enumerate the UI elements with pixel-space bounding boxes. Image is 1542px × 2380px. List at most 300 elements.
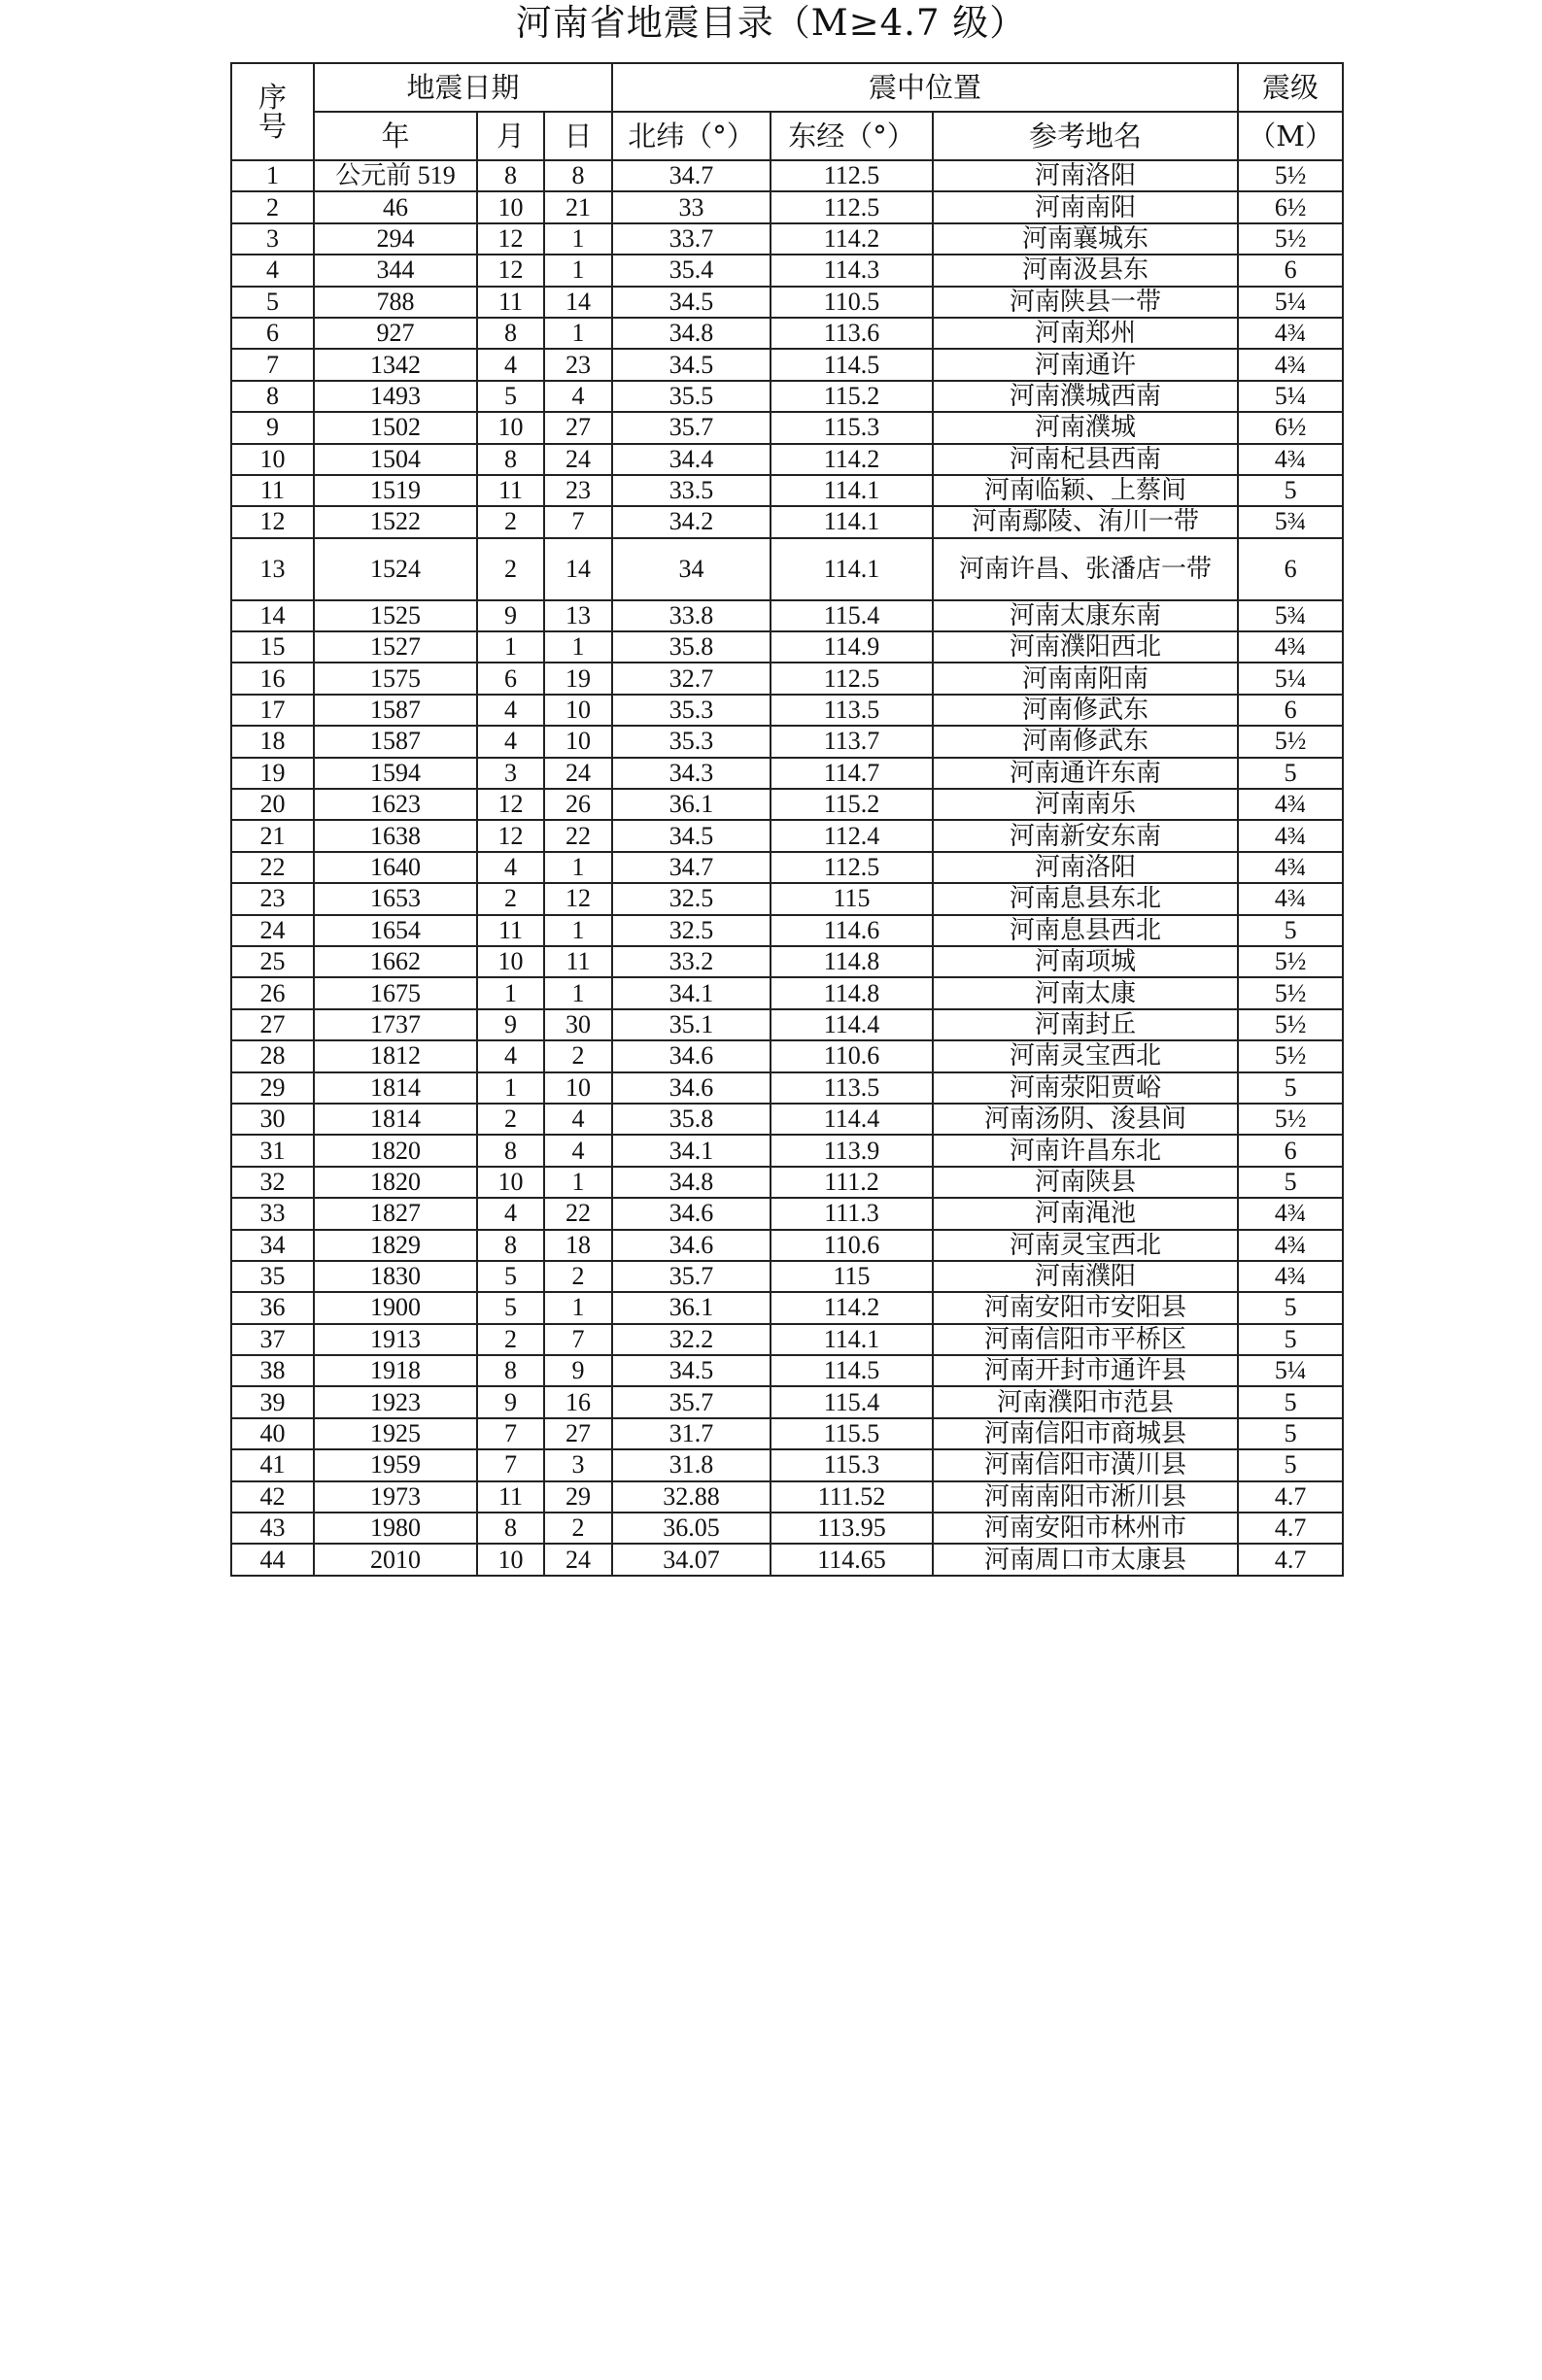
cell-magnitude: 5	[1238, 915, 1343, 946]
cell-day: 7	[544, 1324, 612, 1355]
table-row	[231, 1481, 1343, 1513]
cell-magnitude: 5	[1238, 758, 1343, 789]
cell-year: 294	[314, 223, 477, 255]
table-row	[231, 160, 1343, 191]
cell-month: 7	[477, 1449, 544, 1480]
cell-seq: 8	[231, 381, 314, 412]
cell-seq: 27	[231, 1009, 314, 1040]
cell-lat: 34.5	[612, 349, 771, 380]
cell-magnitude: 4¾	[1238, 789, 1343, 820]
cell-month: 12	[477, 789, 544, 820]
cell-place: 河南襄城东	[933, 223, 1238, 255]
cell-lat: 34.1	[612, 1135, 771, 1166]
cell-year: 1829	[314, 1230, 477, 1261]
cell-place: 河南开封市通许县	[933, 1355, 1238, 1386]
cell-lon: 114.1	[771, 538, 933, 600]
cell-lon: 110.5	[771, 287, 933, 318]
cell-lat: 35.7	[612, 1261, 771, 1292]
cell-day: 1	[544, 631, 612, 663]
table-row	[231, 349, 1343, 380]
table-row	[231, 381, 1343, 412]
cell-place: 河南信阳市潢川县	[933, 1449, 1238, 1480]
cell-lon: 115.4	[771, 600, 933, 631]
cell-place: 河南太康	[933, 977, 1238, 1008]
cell-month: 1	[477, 977, 544, 1008]
cell-lon: 114.65	[771, 1544, 933, 1575]
cell-lat: 31.8	[612, 1449, 771, 1480]
cell-place: 河南许昌、张潘店一带	[933, 538, 1238, 600]
cell-place: 河南安阳市安阳县	[933, 1292, 1238, 1323]
cell-day: 23	[544, 475, 612, 506]
cell-place: 河南洛阳	[933, 852, 1238, 883]
table-row	[231, 1230, 1343, 1261]
cell-place: 河南南阳市淅川县	[933, 1481, 1238, 1513]
cell-lat: 34.5	[612, 820, 771, 851]
cell-magnitude: 4¾	[1238, 631, 1343, 663]
cell-lon: 115	[771, 883, 933, 914]
cell-lon: 111.2	[771, 1167, 933, 1198]
cell-magnitude: 5	[1238, 1292, 1343, 1323]
cell-month: 4	[477, 726, 544, 757]
cell-day: 1	[544, 852, 612, 883]
cell-lon: 111.52	[771, 1481, 933, 1513]
cell-month: 8	[477, 1230, 544, 1261]
table-row	[231, 191, 1343, 222]
cell-magnitude: 4¾	[1238, 820, 1343, 851]
table-row	[231, 475, 1343, 506]
cell-lon: 114.1	[771, 506, 933, 537]
cell-month: 12	[477, 820, 544, 851]
cell-year: 1575	[314, 663, 477, 694]
cell-day: 1	[544, 1292, 612, 1323]
cell-year: 公元前 519	[314, 160, 477, 191]
cell-place: 河南荥阳贾峪	[933, 1072, 1238, 1104]
cell-magnitude: 5	[1238, 475, 1343, 506]
cell-day: 1	[544, 223, 612, 255]
cell-day: 3	[544, 1449, 612, 1480]
cell-seq: 24	[231, 915, 314, 946]
cell-seq: 33	[231, 1198, 314, 1229]
cell-place: 河南项城	[933, 946, 1238, 977]
table-row	[231, 223, 1343, 255]
cell-year: 46	[314, 191, 477, 222]
cell-day: 24	[544, 1544, 612, 1575]
cell-lon: 113.95	[771, 1513, 933, 1544]
cell-lat: 32.5	[612, 883, 771, 914]
cell-magnitude: 4¾	[1238, 1230, 1343, 1261]
cell-place: 河南信阳市平桥区	[933, 1324, 1238, 1355]
cell-lon: 112.5	[771, 663, 933, 694]
cell-place: 河南渑池	[933, 1198, 1238, 1229]
cell-day: 18	[544, 1230, 612, 1261]
cell-day: 11	[544, 946, 612, 977]
cell-lat: 34.6	[612, 1072, 771, 1104]
cell-lon: 114.6	[771, 915, 933, 946]
cell-lon: 115.3	[771, 412, 933, 443]
cell-lon: 113.7	[771, 726, 933, 757]
cell-magnitude: 5	[1238, 1167, 1343, 1198]
header-date-group: 地震日期	[314, 63, 612, 112]
cell-lat: 33.8	[612, 600, 771, 631]
cell-magnitude: 4¾	[1238, 883, 1343, 914]
cell-seq: 12	[231, 506, 314, 537]
cell-year: 1913	[314, 1324, 477, 1355]
table-row	[231, 695, 1343, 726]
cell-magnitude: 5½	[1238, 223, 1343, 255]
page-title: 河南省地震目录（M≥4.7 级）	[515, 2, 1027, 44]
cell-lon: 114.5	[771, 349, 933, 380]
cell-seq: 13	[231, 538, 314, 600]
cell-magnitude: 4.7	[1238, 1544, 1343, 1575]
cell-lat: 34.07	[612, 1544, 771, 1575]
cell-year: 1525	[314, 600, 477, 631]
cell-lat: 35.4	[612, 255, 771, 286]
cell-year: 1594	[314, 758, 477, 789]
cell-seq: 42	[231, 1481, 314, 1513]
cell-lon: 113.9	[771, 1135, 933, 1166]
cell-year: 1737	[314, 1009, 477, 1040]
cell-place: 河南安阳市林州市	[933, 1513, 1238, 1544]
cell-magnitude: 5¼	[1238, 663, 1343, 694]
cell-lon: 112.5	[771, 191, 933, 222]
table-row	[231, 318, 1343, 349]
cell-year: 1675	[314, 977, 477, 1008]
cell-month: 1	[477, 631, 544, 663]
cell-seq: 38	[231, 1355, 314, 1386]
cell-month: 12	[477, 255, 544, 286]
table-row	[231, 1198, 1343, 1229]
cell-lat: 32.5	[612, 915, 771, 946]
cell-month: 4	[477, 1198, 544, 1229]
cell-lat: 34.6	[612, 1198, 771, 1229]
cell-magnitude: 4¾	[1238, 1198, 1343, 1229]
table-row	[231, 1167, 1343, 1198]
cell-day: 14	[544, 287, 612, 318]
cell-place: 河南临颖、上蔡间	[933, 475, 1238, 506]
cell-lat: 34.6	[612, 1040, 771, 1071]
cell-place: 河南陕县一带	[933, 287, 1238, 318]
cell-month: 8	[477, 1135, 544, 1166]
cell-seq: 2	[231, 191, 314, 222]
cell-day: 2	[544, 1261, 612, 1292]
cell-lat: 35.5	[612, 381, 771, 412]
table-row	[231, 1292, 1343, 1323]
cell-magnitude: 6½	[1238, 191, 1343, 222]
cell-seq: 41	[231, 1449, 314, 1480]
cell-lat: 35.3	[612, 726, 771, 757]
cell-lon: 112.5	[771, 852, 933, 883]
cell-place: 河南郑州	[933, 318, 1238, 349]
cell-month: 9	[477, 1009, 544, 1040]
cell-magnitude: 6	[1238, 695, 1343, 726]
cell-month: 2	[477, 1104, 544, 1135]
header-month: 月	[477, 112, 544, 160]
cell-year: 788	[314, 287, 477, 318]
cell-place: 河南濮阳市范县	[933, 1386, 1238, 1417]
cell-seq: 29	[231, 1072, 314, 1104]
cell-day: 1	[544, 915, 612, 946]
cell-month: 2	[477, 538, 544, 600]
cell-year: 1820	[314, 1167, 477, 1198]
cell-place: 河南信阳市商城县	[933, 1418, 1238, 1449]
cell-year: 1638	[314, 820, 477, 851]
cell-place: 河南汤阴、浚县间	[933, 1104, 1238, 1135]
cell-month: 5	[477, 381, 544, 412]
cell-lat: 34.1	[612, 977, 771, 1008]
cell-year: 1814	[314, 1072, 477, 1104]
cell-lon: 114.3	[771, 255, 933, 286]
cell-magnitude: 4¾	[1238, 1261, 1343, 1292]
cell-lon: 112.4	[771, 820, 933, 851]
cell-month: 8	[477, 1513, 544, 1544]
cell-year: 1587	[314, 695, 477, 726]
cell-magnitude: 5¾	[1238, 600, 1343, 631]
cell-lon: 115.5	[771, 1418, 933, 1449]
cell-lat: 34.6	[612, 1230, 771, 1261]
cell-day: 22	[544, 1198, 612, 1229]
cell-magnitude: 5½	[1238, 946, 1343, 977]
cell-year: 1923	[314, 1386, 477, 1417]
cell-lon: 114.1	[771, 1324, 933, 1355]
cell-magnitude: 5¾	[1238, 506, 1343, 537]
cell-seq: 32	[231, 1167, 314, 1198]
cell-day: 14	[544, 538, 612, 600]
cell-year: 1820	[314, 1135, 477, 1166]
cell-lon: 114.5	[771, 1355, 933, 1386]
cell-year: 1812	[314, 1040, 477, 1071]
cell-lon: 114.4	[771, 1104, 933, 1135]
cell-lat: 34.8	[612, 1167, 771, 1198]
cell-month: 4	[477, 852, 544, 883]
cell-day: 30	[544, 1009, 612, 1040]
table-row	[231, 915, 1343, 946]
cell-month: 11	[477, 1481, 544, 1513]
cell-month: 5	[477, 1292, 544, 1323]
cell-day: 4	[544, 1135, 612, 1166]
cell-magnitude: 5½	[1238, 160, 1343, 191]
header-place: 参考地名	[933, 112, 1238, 160]
cell-day: 24	[544, 758, 612, 789]
header-lon: 东经（°）	[771, 112, 933, 160]
cell-seq: 37	[231, 1324, 314, 1355]
cell-year: 1522	[314, 506, 477, 537]
cell-month: 4	[477, 349, 544, 380]
cell-month: 8	[477, 1355, 544, 1386]
cell-day: 1	[544, 318, 612, 349]
table-row	[231, 1544, 1343, 1575]
cell-magnitude: 5¼	[1238, 381, 1343, 412]
table-row	[231, 663, 1343, 694]
cell-seq: 3	[231, 223, 314, 255]
cell-place: 河南通许东南	[933, 758, 1238, 789]
cell-place: 河南南阳南	[933, 663, 1238, 694]
cell-day: 19	[544, 663, 612, 694]
cell-place: 河南新安东南	[933, 820, 1238, 851]
cell-place: 河南灵宝西北	[933, 1040, 1238, 1071]
cell-magnitude: 5½	[1238, 726, 1343, 757]
cell-lon: 110.6	[771, 1230, 933, 1261]
cell-lat: 31.7	[612, 1418, 771, 1449]
table-row	[231, 1449, 1343, 1480]
cell-year: 927	[314, 318, 477, 349]
table-row	[231, 255, 1343, 286]
cell-magnitude: 4¾	[1238, 852, 1343, 883]
cell-lon: 115	[771, 1261, 933, 1292]
cell-year: 1519	[314, 475, 477, 506]
cell-lat: 34.3	[612, 758, 771, 789]
cell-lon: 114.7	[771, 758, 933, 789]
cell-lon: 114.4	[771, 1009, 933, 1040]
cell-place: 河南南阳	[933, 191, 1238, 222]
cell-lon: 112.5	[771, 160, 933, 191]
cell-year: 1662	[314, 946, 477, 977]
cell-month: 4	[477, 1040, 544, 1071]
cell-day: 1	[544, 255, 612, 286]
cell-lat: 36.1	[612, 789, 771, 820]
cell-month: 9	[477, 1386, 544, 1417]
cell-day: 26	[544, 789, 612, 820]
cell-magnitude: 4¾	[1238, 444, 1343, 475]
cell-seq: 34	[231, 1230, 314, 1261]
table-row	[231, 883, 1343, 914]
cell-magnitude: 5½	[1238, 1009, 1343, 1040]
cell-day: 4	[544, 1104, 612, 1135]
table-row	[231, 600, 1343, 631]
cell-place: 河南息县西北	[933, 915, 1238, 946]
cell-place: 河南息县东北	[933, 883, 1238, 914]
cell-day: 1	[544, 977, 612, 1008]
cell-lat: 34.5	[612, 1355, 771, 1386]
cell-month: 9	[477, 600, 544, 631]
cell-place: 河南修武东	[933, 726, 1238, 757]
cell-lat: 35.8	[612, 1104, 771, 1135]
cell-seq: 39	[231, 1386, 314, 1417]
cell-year: 344	[314, 255, 477, 286]
cell-magnitude: 6	[1238, 1135, 1343, 1166]
cell-year: 1653	[314, 883, 477, 914]
cell-lat: 35.7	[612, 1386, 771, 1417]
cell-magnitude: 5½	[1238, 1040, 1343, 1071]
table-row	[231, 506, 1343, 537]
cell-day: 8	[544, 160, 612, 191]
cell-month: 11	[477, 475, 544, 506]
cell-magnitude: 5	[1238, 1449, 1343, 1480]
cell-seq: 30	[231, 1104, 314, 1135]
cell-lat: 35.7	[612, 412, 771, 443]
cell-lat: 33.2	[612, 946, 771, 977]
cell-year: 1623	[314, 789, 477, 820]
cell-month: 2	[477, 883, 544, 914]
cell-year: 1587	[314, 726, 477, 757]
cell-magnitude: 4.7	[1238, 1513, 1343, 1544]
cell-month: 12	[477, 223, 544, 255]
cell-month: 2	[477, 506, 544, 537]
cell-day: 10	[544, 1072, 612, 1104]
cell-year: 1830	[314, 1261, 477, 1292]
cell-day: 23	[544, 349, 612, 380]
cell-day: 2	[544, 1040, 612, 1071]
cell-seq: 20	[231, 789, 314, 820]
table-row	[231, 1386, 1343, 1417]
cell-year: 2010	[314, 1544, 477, 1575]
table-row	[231, 631, 1343, 663]
cell-month: 6	[477, 663, 544, 694]
cell-month: 10	[477, 946, 544, 977]
cell-lat: 36.05	[612, 1513, 771, 1544]
cell-seq: 17	[231, 695, 314, 726]
cell-place: 河南濮阳	[933, 1261, 1238, 1292]
header-lat: 北纬（°）	[612, 112, 771, 160]
table-row	[231, 1418, 1343, 1449]
cell-place: 河南汲县东	[933, 255, 1238, 286]
header-magnitude: 震级	[1238, 63, 1343, 112]
cell-lon: 115.3	[771, 1449, 933, 1480]
cell-magnitude: 5¼	[1238, 287, 1343, 318]
cell-year: 1527	[314, 631, 477, 663]
cell-place: 河南鄢陵、洧川一带	[933, 506, 1238, 537]
cell-year: 1504	[314, 444, 477, 475]
cell-day: 21	[544, 191, 612, 222]
cell-day: 4	[544, 381, 612, 412]
cell-lat: 36.1	[612, 1292, 771, 1323]
cell-place: 河南洛阳	[933, 160, 1238, 191]
cell-place: 河南南乐	[933, 789, 1238, 820]
table-row	[231, 1040, 1343, 1071]
table-row	[231, 946, 1343, 977]
cell-year: 1342	[314, 349, 477, 380]
cell-month: 4	[477, 695, 544, 726]
table-row	[231, 726, 1343, 757]
table-row	[231, 852, 1343, 883]
cell-year: 1959	[314, 1449, 477, 1480]
cell-lat: 34.5	[612, 287, 771, 318]
header-seq: 序号	[231, 63, 314, 160]
cell-place: 河南濮阳西北	[933, 631, 1238, 663]
table-row	[231, 1355, 1343, 1386]
cell-day: 12	[544, 883, 612, 914]
cell-year: 1502	[314, 412, 477, 443]
cell-day: 22	[544, 820, 612, 851]
cell-day: 10	[544, 726, 612, 757]
cell-seq: 25	[231, 946, 314, 977]
cell-day: 24	[544, 444, 612, 475]
cell-lon: 115.4	[771, 1386, 933, 1417]
cell-lat: 32.2	[612, 1324, 771, 1355]
cell-seq: 4	[231, 255, 314, 286]
cell-year: 1900	[314, 1292, 477, 1323]
cell-month: 11	[477, 287, 544, 318]
table-row	[231, 977, 1343, 1008]
cell-lat: 35.1	[612, 1009, 771, 1040]
cell-lat: 34.2	[612, 506, 771, 537]
cell-magnitude: 5	[1238, 1324, 1343, 1355]
cell-lat: 34.8	[612, 318, 771, 349]
cell-lon: 114.2	[771, 444, 933, 475]
cell-magnitude: 6½	[1238, 412, 1343, 443]
cell-lon: 114.9	[771, 631, 933, 663]
cell-year: 1973	[314, 1481, 477, 1513]
cell-seq: 14	[231, 600, 314, 631]
cell-seq: 28	[231, 1040, 314, 1071]
cell-seq: 26	[231, 977, 314, 1008]
cell-seq: 22	[231, 852, 314, 883]
cell-lon: 113.6	[771, 318, 933, 349]
cell-year: 1640	[314, 852, 477, 883]
cell-magnitude: 5½	[1238, 977, 1343, 1008]
cell-place: 河南修武东	[933, 695, 1238, 726]
header-row-1	[231, 63, 1343, 112]
cell-seq: 43	[231, 1513, 314, 1544]
